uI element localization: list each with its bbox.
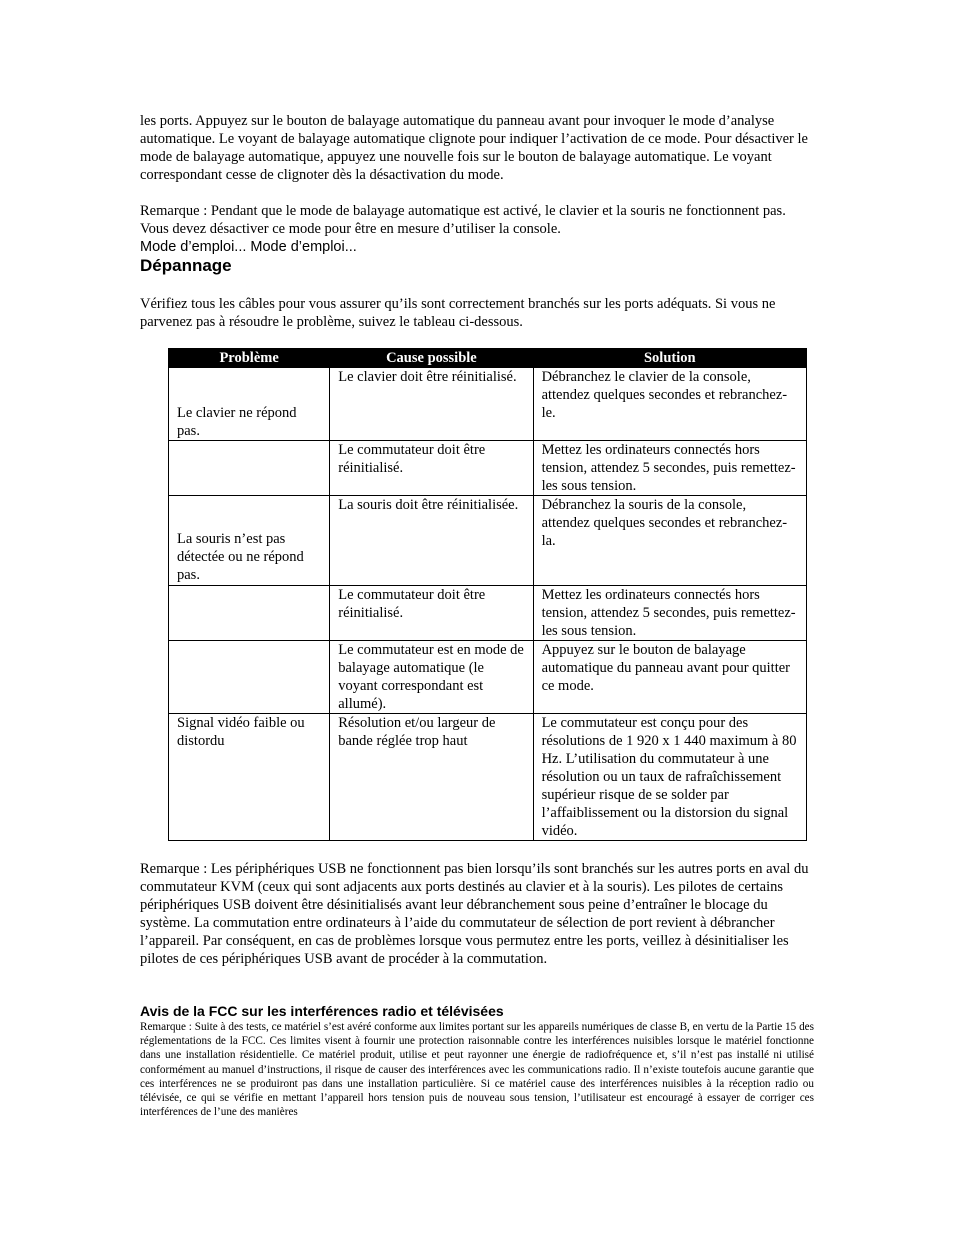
header-cause: Cause possible (330, 349, 533, 368)
problem-cell (169, 586, 330, 641)
fcc-heading: Avis de la FCC sur les interférences radio et télévisées (140, 1003, 504, 1019)
cause-cell: La souris doit être réinitialisée. (330, 496, 533, 586)
problem-cell: La souris n’est pas détectée ou ne répond pas. (169, 496, 330, 586)
table-row (169, 441, 807, 496)
solution-cell: Débranchez le clavier de la console, attendez quelques secondes et rebranchez-le. (533, 368, 806, 441)
table-row (169, 496, 807, 586)
troubleshooting-table (168, 348, 807, 841)
table-row (169, 368, 807, 441)
solution-cell: Débranchez la souris de la console, attendez quelques secondes et rebranchez-la. (533, 496, 806, 586)
cause-cell: Le commutateur est en mode de balayage automatique (le voyant correspondant est allumé). (330, 641, 533, 714)
table-row (169, 641, 807, 714)
solution-cell: Mettez les ordinateurs connectés hors tension, attendez 5 secondes, puis remettez-les sous tension. (533, 441, 806, 496)
solution-cell: Appuyez sur le bouton de balayage automatique du panneau avant pour quitter ce mode. (533, 641, 806, 714)
fcc-notice-body: Remarque : Suite à des tests, ce matériel s’est avéré conforme aux limites portant sur les appareils numériques de classe B, en vertu de la Partie 15 des réglementations de la FCC. Ces limites visent à fournir une protection raisonnable contre les interférences nuisibles lorsque le matériel fonctionne dans une installation résidentielle. Ce matériel produit, utilise et peut rayonner une énergie de radiofréquence et, s’il n’est pas installé ni utilisé conformément au manuel d’instructions, il risque de causer des interférences avec les communications radio. Il n’existe toutefois aucune garantie que ces interférences ne se produiront pas dans une installation particulière. Si ce matériel cause des interférences nuisibles à la réception radio ou télévisée, ce qui se vérifie en mettant l’appareil hors tension puis de nouveau sous tension, l’utilisateur est encouragé à essayer de corriger ces interférences de l’une des manières (140, 1021, 814, 1119)
solution-cell: Mettez les ordinateurs connectés hors tension, attendez 5 secondes, puis remettez-les sous tension. (533, 586, 806, 641)
problem-cell (169, 441, 330, 496)
intro-paragraph: les ports. Appuyez sur le bouton de balayage automatique du panneau avant pour invoquer le mode d’analyse automatique. Le voyant de balayage automatique clignote pour indiquer l’activation de ce mode. Pour désactiver le mode de balayage automatique, appuyez une nouvelle fois sur le bouton de balayage automatique. Le voyant correspondant cesse de clignoter dès la désactivation du mode. (140, 113, 808, 183)
table-header-row (169, 349, 807, 368)
autoscan-note: Remarque : Pendant que le mode de balayage automatique est activé, le clavier et la souris ne fonctionnent pas. Vous devez désactiver ce mode pour être en mesure d’utiliser la console. (140, 203, 786, 237)
cause-cell: Le commutateur doit être réinitialisé. (330, 586, 533, 641)
problem-cell: Le clavier ne répond pas. (169, 368, 330, 441)
header-probleme: Problème (169, 349, 330, 368)
problem-cell (169, 641, 330, 714)
header-solution: Solution (533, 349, 806, 368)
mode-emploi-line: Mode d’emploi... Mode d’emploi... (140, 239, 357, 255)
section-heading-depannage: Dépannage (140, 256, 232, 275)
table-row (169, 714, 807, 841)
table-row (169, 586, 807, 641)
cause-cell: Le commutateur doit être réinitialisé. (330, 441, 533, 496)
usb-note: Remarque : Les périphériques USB ne fonctionnent pas bien lorsqu’ils sont branchés sur les autres ports en aval du commutateur KVM (ceux qui sont adjacents aux ports destinés au clavier et à la souris). Les pilotes de certains périphériques USB doivent être désinitialisés avant leur débranchement sous peine d’entraîner le blocage du système. La commutation entre ordinateurs à l’aide du commutateur de sélection de port revient à débrancher l’appareil. Par conséquent, en cas de problèmes lorsque vous permutez entre les ports, veillez à désinitialiser les pilotes de ces périphériques USB avant de procéder à la commutation. (140, 861, 809, 967)
cause-cell: Le clavier doit être réinitialisé. (330, 368, 533, 441)
solution-cell: Le commutateur est conçu pour des résolutions de 1 920 x 1 440 maximum à 80 Hz. L’utilisation du commutateur à une résolution ou un taux de rafraîchissement supérieur risque de se solder par l’affaiblissement ou la distorsion du signal vidéo. (533, 714, 806, 841)
problem-cell: Signal vidéo faible ou distordu (169, 714, 330, 841)
troubleshooting-intro: Vérifiez tous les câbles pour vous assurer qu’ils sont correctement branchés sur les ports adéquats. Si vous ne parvenez pas à résoudre le problème, suivez le tableau ci-dessous. (140, 296, 776, 330)
cause-cell: Résolution et/ou largeur de bande réglée trop haut (330, 714, 533, 841)
